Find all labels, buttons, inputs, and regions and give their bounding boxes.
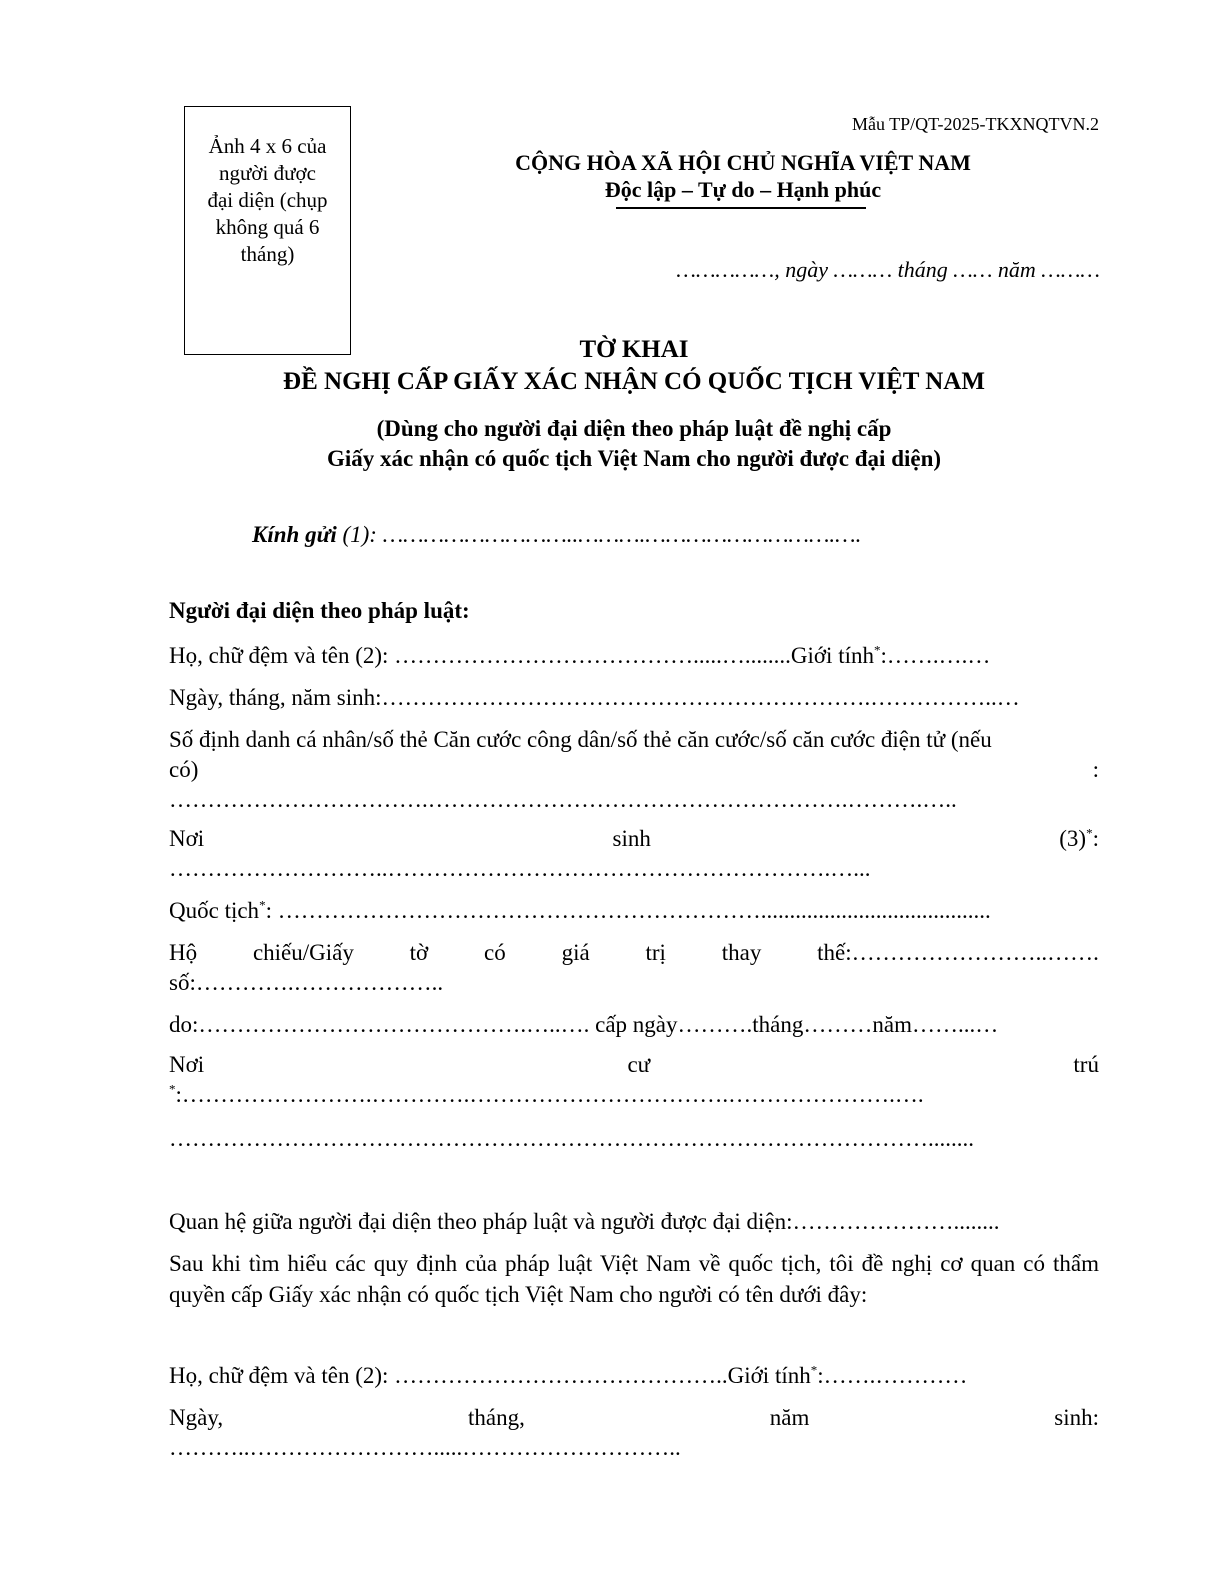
passport-word: thay [721,940,762,965]
represented-name-text: Họ, chữ đệm và tên (2): ……………………………………..Giới tính [169,1363,811,1388]
required-marker: * [873,642,881,658]
dob-word: Ngày, [169,1405,224,1430]
required-marker: * [259,897,266,913]
res-word-3: trú [1073,1052,1099,1077]
representative-gender-field[interactable]: :…….….… [880,643,991,668]
national-motto: Độc lập – Tự do – Hạnh phúc [604,177,882,202]
country-name: CỘNG HÒA XÃ HỘI CHỦ NGHĨA VIỆT NAM [515,150,971,175]
form-title-subject: ĐỀ NGHỊ CẤP GIẤY XÁC NHẬN CÓ QUỐC TỊCH VIỆT NAM [283,368,985,395]
passport-word: có [484,940,506,965]
passport-word: Hộ [169,940,198,965]
nationality-dots[interactable]: : ………………………………………………………........................................ [265,898,991,923]
res-word-1: Nơi [169,1052,205,1077]
relationship-field[interactable]: Quan hệ giữa người đại diện theo pháp luật và người được đại diện:…………………........ [169,1209,1000,1234]
dob-word: sinh: [1054,1405,1099,1430]
represented-dob-label [169,1405,1099,1431]
representative-name-field[interactable] [169,643,1099,669]
pob-word-1: Nơi [169,826,205,851]
res-word-2: cư [627,1052,651,1077]
residence-dots[interactable]: :…………………….………….…………………………….………………….…. [175,1082,924,1107]
nationality-label: Quốc tịch [169,898,260,923]
representative-residence-label [169,1052,1099,1078]
form-usage-note-line2: Giấy xác nhận có quốc tịch Việt Nam cho người được đại diện) [326,446,942,471]
representative-nationality-field[interactable] [169,898,1099,924]
dob-word: năm [769,1405,810,1430]
id-label-colon: : [1092,757,1099,782]
passport-word: trị [645,940,666,965]
represented-gender-field[interactable]: :…….………… [817,1363,968,1388]
representative-dob-field[interactable]: Ngày, tháng, năm sinh:……………………………………………………….……………..… [169,685,1020,710]
motto-underline [616,207,866,209]
required-marker: * [810,1362,818,1378]
recipient-line[interactable] [252,522,861,548]
form-code: Mẫu TP/QT-2025-TKXNQTVN.2 [852,114,1099,134]
representative-name-text: Họ, chữ đệm và tên (2): ………………………………….....…........Giới tính [169,643,874,668]
dob-word: tháng, [467,1405,525,1430]
representative-heading: Người đại diện theo pháp luật: [169,598,470,623]
represented-name-field[interactable] [169,1363,1099,1389]
representative-passport-label [169,940,1099,966]
form-usage-note-line1: (Dùng cho người đại diện theo pháp luật đề nghị cấp [376,416,892,441]
representative-id-field[interactable]: …………………………….……………………………………………….……….….. [169,787,957,812]
pob-word-2: sinh [612,826,651,851]
representative-residence-field-cont[interactable]: ………………………………………………………………………………………........ [169,1126,974,1151]
representative-passport-issued-field[interactable]: do:…………………………………….…..…. cấp ngày……….tháng………năm……...… [169,1012,999,1037]
pob-ref: (3) [1059,826,1087,851]
id-label-tail: có) [169,757,199,782]
form-title: TỜ KHAI [579,336,689,363]
required-marker: * [169,1081,176,1097]
representative-id-label: Số định danh cá nhân/số thẻ Căn cước công dân/số thẻ căn cước/số căn cước điện tử (nếu [169,727,992,752]
representative-id-label-cont [169,757,1099,783]
represented-dob-field[interactable]: ………..…………………….....……………………….. [169,1435,681,1460]
passport-word: tờ [409,940,429,965]
photo-placeholder-box [184,106,351,355]
recipient-label: Kính gửi [252,522,337,547]
pob-colon: : [1092,826,1099,851]
pob-word-3 [1059,826,1099,852]
representative-passport-number-field[interactable]: số:………….……………….. [169,970,444,995]
date-place-line: ……………, ngày ……… tháng …… năm ……… [676,257,1100,282]
request-paragraph: Sau khi tìm hiểu các quy định của pháp luật Việt Nam về quốc tịch, tôi đề nghị cơ quan có thẩm quyền cấp Giấy xác nhận có quốc tịch Việt Nam cho người có tên dưới đây: [169,1251,1099,1307]
passport-word: giá [561,940,590,965]
recipient-field[interactable]: ………………………..……….……………………….…. [382,522,862,547]
passport-word: chiếu/Giấy [252,940,354,965]
representative-pob-field[interactable]: ………………………..………………………………………………….…... [169,856,871,881]
recipient-ref: (1): [336,522,383,547]
representative-residence-field[interactable] [169,1082,1099,1108]
photo-placeholder-text: Ảnh 4 x 6 của người được đại diện (chụp không quá 6 tháng) [207,134,328,266]
required-marker: * [1086,825,1093,841]
passport-word[interactable]: thế:……………………..……. [817,940,1099,965]
representative-pob-label [169,826,1099,852]
